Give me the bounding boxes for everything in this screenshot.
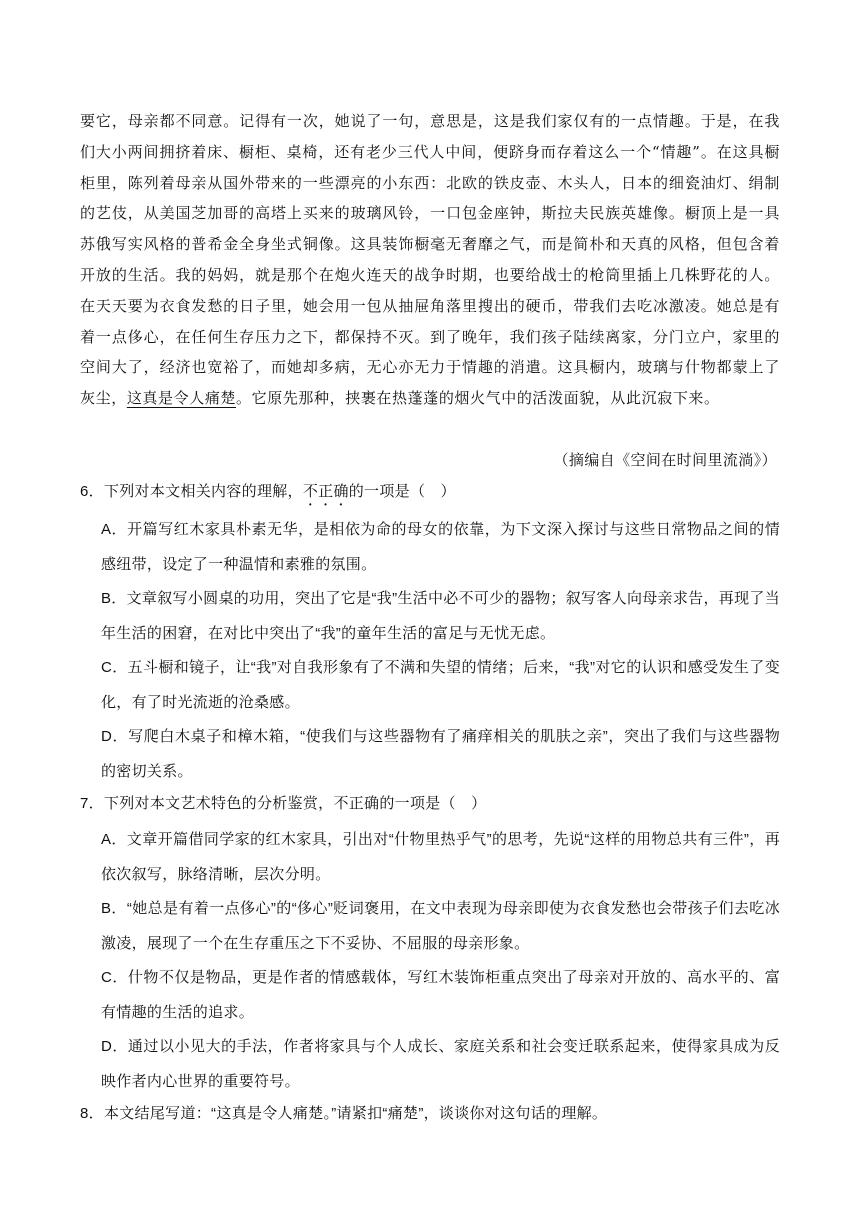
option-c: C．什物不仅是物品，更是作者的情感载体，写红木装饰柜重点突出了母亲对开放的、高水平的、富有情趣的生活的追求。 [101,969,780,1021]
emphasis-text: 不正确 [302,483,349,500]
passage-paragraph [80,106,780,414]
source-citation: （摘编自《空间在时间里流淌》） [553,451,777,469]
question-stem: 8．本文结尾写道：“这真是令人痛楚。”请紧扣“痛楚”，谈谈你对这句话的理解。 [80,1105,608,1122]
option-a: A．文章开篇借同学家的红木家具，引出对“什物里热乎气”的思考，先说“这样的用物总共有三件”，再依次叙写，脉络清晰，层次分明。 [101,831,780,883]
option-b: B．文章叙写小圆桌的功用，突出了它是“我”生活中必不可少的器物；叙写客人向母亲求告，再现了当年生活的困窘，在对比中突出了“我”的童年生活的富足与无忧无虑。 [101,590,780,642]
question-stem: 7．下列对本文艺术特色的分析鉴赏，不正确的一项是（ ） [80,795,487,812]
option-d: D．写爬白木桌子和樟木箱，“使我们与这些器物有了痛痒相关的肌肤之亲”，突出了我们与这些器物的密切关系。 [101,728,780,780]
stem-text: 的一项是（ ） [348,483,456,500]
stem-text: 6．下列对本文相关内容的理解， [80,483,303,500]
passage-text-end: 。它原先那种，挟裹在热蓬蓬的烟火气中的活泼面貌，从此沉寂下来。 [236,389,720,408]
option-d: D．通过以小见大的手法，作者将家具与个人成长、家庭关系和社会变迁联系起来，使得家具成为反映作者内心世界的重要符号。 [101,1038,780,1090]
underlined-sentence: 这真是令人痛楚 [126,389,237,408]
question-list [80,477,780,1133]
question-8 [80,1099,780,1129]
option-b: B．“她总是有着一点侈心”的“侈心”贬词褒用，在文中表现为母亲即使为衣食发愁也会带孩子们去吃冰激凌，展现了一个在生存重压之下不妥协、不屈服的母亲形象。 [101,900,780,952]
option-c: C．五斗橱和镜子，让“我”对自我形象有了不满和失望的情绪；后来，“我”对它的认识和感受发生了变化，有了时光流逝的沧桑感。 [101,659,780,711]
option-a: A．开篇写红木家具朴素无华，是相依为命的母女的依靠，为下文深入探讨与这些日常物品之间的情感纽带，设定了一种温情和素雅的氛围。 [101,521,780,573]
question-7 [80,789,780,1099]
question-stem [80,477,780,509]
passage-text: 要它，母亲都不同意。记得有一次，她说了一句，意思是，这是我们家仅有的一点情趣。于是，在我们大小两间拥挤着床、橱柜、桌椅，还有老少三代人中间，便跻身而存着这么一个“情趣”。在这具橱柜里，陈列着母亲从国外带来的一些漂亮的小东西：北欧的铁皮壶、木头人，日本的细瓷油灯、绢制的艺伎，从美国芝加哥的高塔上买来的玻璃风铃，一口包金座钟，斯拉夫民族英雄像。橱顶上是一具苏俄写实风格的普希金全身坐式铜像。这具装饰橱毫无奢靡之气，而是简朴和天真的风格，但包含着开放的生活。我的妈妈，就是那个在炮火连天的战争时期，也要给战士的枪筒里插上几株野花的人。在天天要为衣食发愁的日子里，她会用一包从抽屉角落里搜出的硬币，带我们去吃冰激凌。她总是有着一点侈心，在任何生存压力之下，都保持不灭。到了晚年，我们孩子陆续离家，分门立户，家里的空间大了，经济也宽裕了，而她却多病，无心亦无力于情趣的消遣。这具橱内，玻璃与什物都蒙上了灰尘， [80,112,780,408]
question-6 [80,477,780,789]
